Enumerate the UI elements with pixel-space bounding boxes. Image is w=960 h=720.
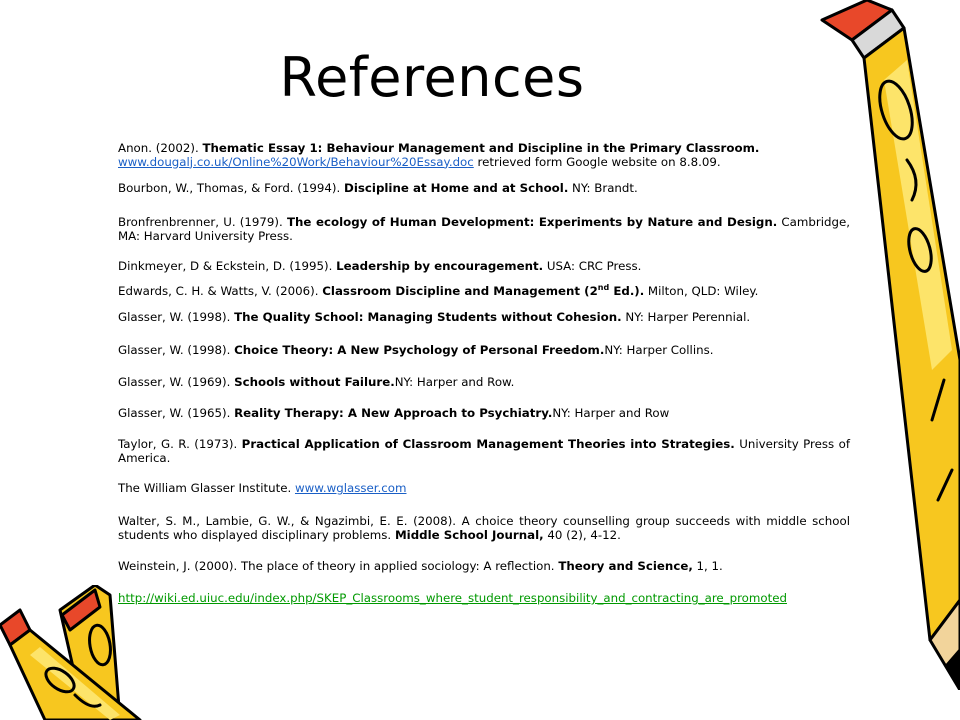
reference-item <box>118 260 850 274</box>
reference-link[interactable]: www.dougalj.co.uk/Online%20Work/Behaviour%20Essay.doc <box>118 154 474 169</box>
reference-title: Classroom Discipline and Management (2 <box>322 284 598 298</box>
reference-item <box>118 376 850 390</box>
reference-title: Choice Theory: A New Psychology of Personal Freedom. <box>234 343 605 357</box>
reference-item <box>118 311 850 325</box>
reference-item <box>118 344 850 358</box>
reference-author: Glasser, W. (1998). <box>118 343 235 357</box>
reference-item <box>118 285 850 299</box>
page-title: References <box>279 46 585 109</box>
reference-title: Schools without Failure. <box>234 375 395 389</box>
reference-title: Thematic Essay 1: Behaviour Management and Discipline in the Primary Classroom. <box>202 141 760 155</box>
reference-author: Weinstein, J. (2000). The place of theory in applied sociology: A reflection. <box>118 559 559 573</box>
pencils-clipart-icon <box>0 585 170 720</box>
reference-author: Taylor, G. R. (1973). <box>118 437 242 451</box>
reference-title: Middle School Journal, <box>394 527 544 542</box>
reference-item <box>118 142 850 169</box>
reference-author: The William Glasser Institute. <box>118 481 295 495</box>
reference-item <box>118 560 850 574</box>
reference-tail: USA: CRC Press. <box>543 259 642 273</box>
reference-link[interactable]: www.wglasser.com <box>294 481 407 495</box>
reference-tail: Milton, QLD: Wiley. <box>644 284 759 298</box>
reference-author: Walter, S. M., Lambie, G. W., & Ngazimbi, E. E. (2008). A choice theory counselling group succeeds with middle school students who displayed disciplinary problems. <box>118 514 850 542</box>
reference-tail: Cambridge, MA: Harvard University Press. <box>118 215 850 243</box>
reference-item <box>118 216 850 243</box>
reference-superscript: nd <box>597 283 610 293</box>
reference-title: The ecology of Human Development: Experiments by Nature and Design. <box>286 215 778 229</box>
pencil-clipart-icon <box>812 0 960 690</box>
reference-link[interactable]: http://wiki.ed.uiuc.edu/index.php/SKEP_Classrooms_where_student_responsibility_and_contracting_are_promoted <box>118 591 787 605</box>
reference-item <box>118 182 850 196</box>
reference-tail: NY: Harper Perennial. <box>621 310 751 324</box>
reference-tail: 40 (2), 4-12. <box>543 527 621 542</box>
reference-item <box>118 515 850 542</box>
reference-title: Theory and Science, <box>558 559 693 573</box>
reference-title-end: Ed.). <box>609 284 645 298</box>
reference-tail: NY: Harper and Row. <box>394 375 515 389</box>
reference-author: Dinkmeyer, D & Eckstein, D. (1995). <box>118 259 337 273</box>
reference-author: Glasser, W. (1969). <box>118 375 235 389</box>
reference-tail: retrieved form Google website on 8.8.09. <box>473 154 721 169</box>
reference-author: Glasser, W. (1998). <box>118 310 235 324</box>
reference-title: Reality Therapy: A New Approach to Psychiatry. <box>234 406 553 420</box>
reference-title: Leadership by encouragement. <box>336 259 544 273</box>
reference-tail: NY: Harper and Row <box>552 406 670 420</box>
reference-author: Bronfrenbrenner, U. (1979). <box>118 215 287 229</box>
reference-author: Edwards, C. H. & Watts, V. (2006). <box>118 284 323 298</box>
reference-title: Practical Application of Classroom Management Theories into Strategies. <box>241 437 735 451</box>
reference-tail: NY: Brandt. <box>568 181 638 195</box>
reference-tail: NY: Harper Collins. <box>604 343 714 357</box>
reference-title: Discipline at Home and at School. <box>344 181 569 195</box>
reference-author: Glasser, W. (1965). <box>118 406 235 420</box>
reference-author: Anon. (2002). <box>118 141 203 155</box>
reference-item <box>118 482 850 496</box>
reference-item <box>118 438 850 465</box>
reference-tail: University Press of America. <box>118 437 850 465</box>
reference-item <box>118 407 850 421</box>
reference-title: The Quality School: Managing Students without Cohesion. <box>234 310 622 324</box>
reference-author: Bourbon, W., Thomas, & Ford. (1994). <box>118 181 345 195</box>
reference-item <box>118 592 850 606</box>
reference-tail: 1, 1. <box>692 559 723 573</box>
